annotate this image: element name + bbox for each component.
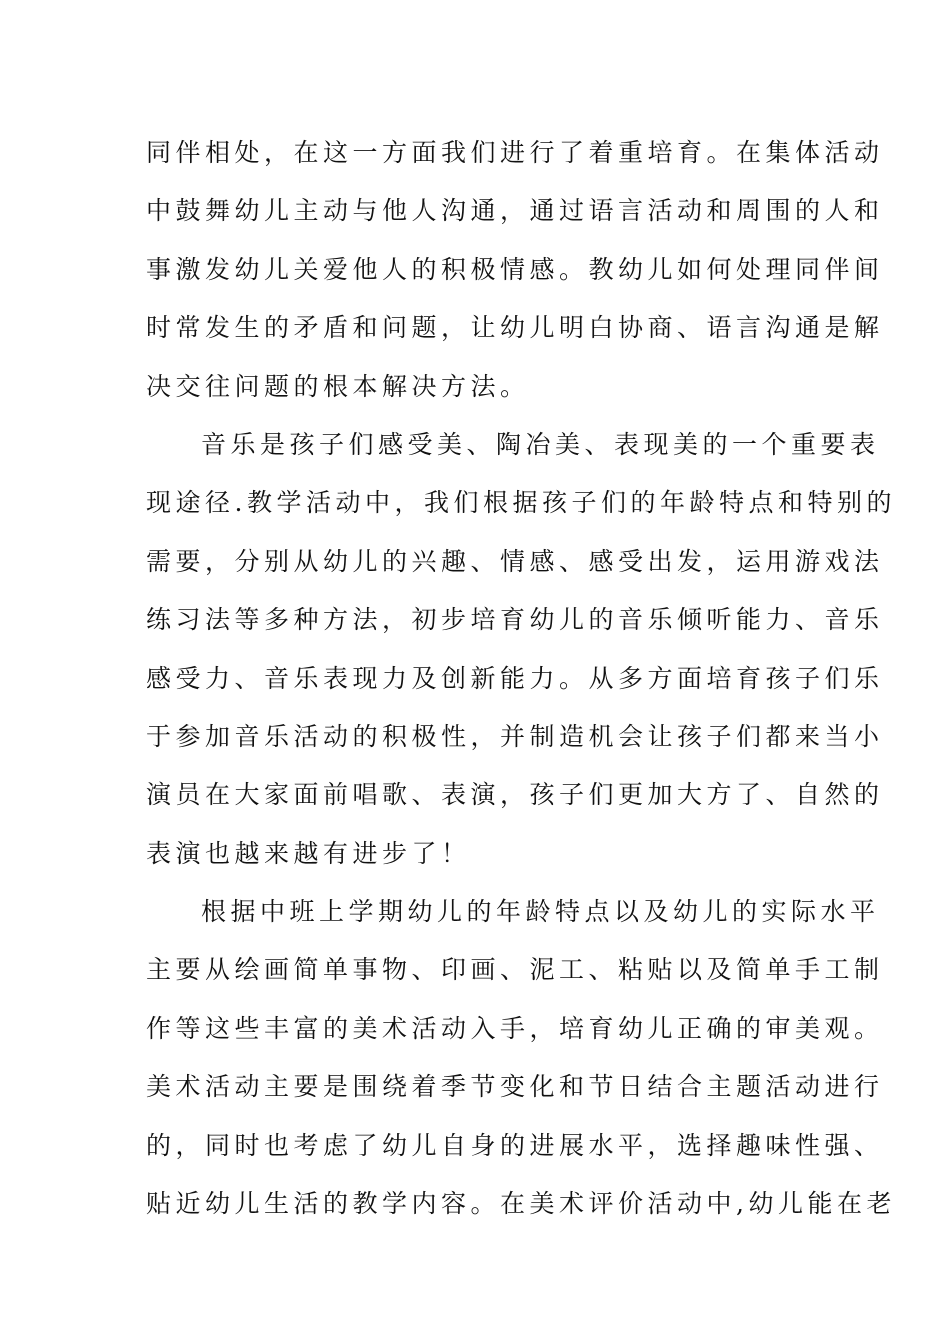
text-line-13: 表演也越来越有进步了！ xyxy=(146,838,471,868)
text-line-16: 作等这些丰富的美术活动入手，培育幼儿正确的审美观。 xyxy=(146,1013,884,1043)
text-line-7: 现途径.教学活动中，我们根据孩子们的年龄特点和特别的 xyxy=(146,488,896,518)
body-text xyxy=(146,124,896,1233)
text-line-12: 演员在大家面前唱歌、表演，孩子们更加大方了、自然的 xyxy=(146,780,884,810)
text-line-19: 贴近幼儿生活的教学内容。在美术评价活动中,幼儿能在老 xyxy=(146,1189,896,1219)
text-line-1: 同伴相处，在这一方面我们进行了着重培育。在集体活动 xyxy=(146,138,884,167)
text-line-3: 事激发幼儿关爱他人的积极情感。教幼儿如何处理同伴间 xyxy=(146,254,884,284)
text-line-4: 时常发生的矛盾和问题，让幼儿明白协商、语言沟通是解 xyxy=(146,313,884,343)
text-line-15: 主要从绘画简单事物、印画、泥工、粘贴以及简单手工制 xyxy=(146,955,884,985)
text-line-5: 决交往问题的根本解决方法。 xyxy=(146,371,530,401)
text-line-14: 根据中班上学期幼儿的年龄特点以及幼儿的实际水平 xyxy=(201,897,880,927)
text-line-10: 感受力、音乐表现力及创新能力。从多方面培育孩子们乐 xyxy=(146,663,884,693)
text-line-9: 练习法等多种方法，初步培育幼儿的音乐倾听能力、音乐 xyxy=(146,605,884,635)
text-line-6: 音乐是孩子们感受美、陶冶美、表现美的一个重要表 xyxy=(201,429,880,459)
text-line-2: 中鼓舞幼儿主动与他人沟通，通过语言活动和周围的人和 xyxy=(146,196,884,226)
text-line-17: 美术活动主要是围绕着季节变化和节日结合主题活动进行 xyxy=(146,1072,884,1102)
text-line-11: 于参加音乐活动的积极性，并制造机会让孩子们都来当小 xyxy=(146,721,884,751)
text-line-18: 的，同时也考虑了幼儿自身的进展水平，选择趣味性强、 xyxy=(146,1130,884,1160)
text-line-8: 需要，分别从幼儿的兴趣、情感、感受出发，运用游戏法 xyxy=(146,546,884,576)
